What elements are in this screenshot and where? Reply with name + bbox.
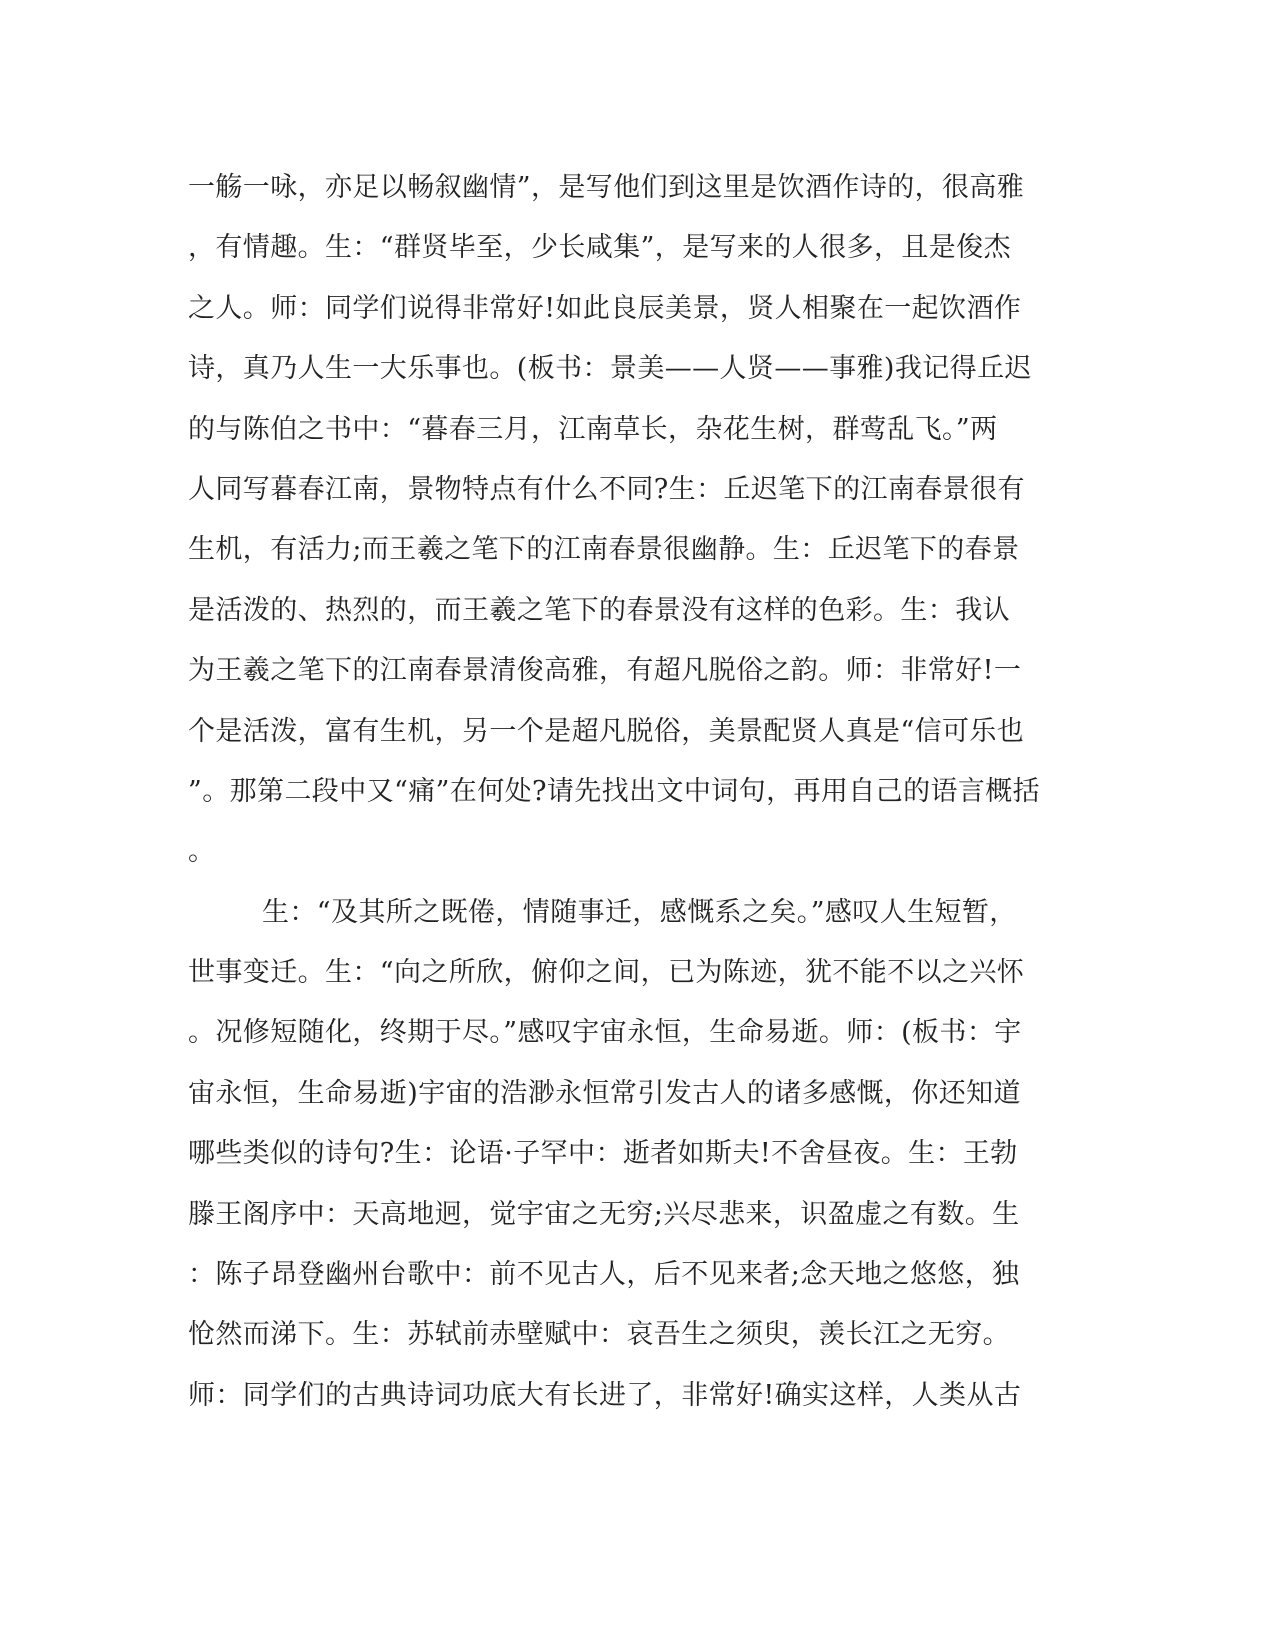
text-line: 诗，真乃人生一大乐事也。(板书：景美——人贤——事雅)我记得丘迟: [188, 353, 1032, 385]
text-line: 之人。师：同学们说得非常好!如此良辰美景，贤人相聚在一起饮酒作: [188, 292, 1022, 324]
text-line: 个是活泼，富有生机，另一个是超凡脱俗，美景配贤人真是“信可乐也: [188, 715, 1025, 747]
text-line: 。况修短随化，终期于尽。”感叹宇宙永恒，生命易逝。师：(板书：宇: [188, 1017, 1022, 1049]
text-line: 的与陈伯之书中：“暮春三月，江南草长，杂花生树，群莺乱飞。”两: [188, 413, 998, 445]
text-line: 哪些类似的诗句?生：论语·子罕中：逝者如斯夫!不舍昼夜。生：王勃: [188, 1138, 1018, 1170]
text-line: 滕王阁序中：天高地迥，觉宇宙之无穷;兴尽悲来，识盈虚之有数。生: [188, 1198, 1020, 1230]
text-line: 世事变迁。生：“向之所欣，俯仰之间，已为陈迹，犹不能不以之兴怀: [188, 957, 1025, 989]
text-line: 人同写暮春江南，景物特点有什么不同?生：丘迟笔下的江南春景很有: [188, 473, 1025, 505]
text-line: 生机，有活力;而王羲之笔下的江南春景很幽静。生：丘迟笔下的春景: [188, 534, 1020, 566]
text-line: 。: [188, 836, 216, 868]
text-line: 一觞一咏，亦足以畅叙幽情”，是写他们到这里是饮酒作诗的，很高雅: [188, 172, 1025, 203]
text-line: 怆然而涕下。生：苏轼前赤壁赋中：哀吾生之须臾，羡长江之无穷。: [188, 1319, 1010, 1351]
text-line: ”。那第二段中又“痛”在何处?请先找出文中词句，再用自己的语言概括: [188, 775, 1041, 807]
text-line: 是活泼的、热烈的，而王羲之笔下的春景没有这样的色彩。生：我认: [188, 594, 1010, 626]
text-line: 为王羲之笔下的江南春景清俊高雅，有超凡脱俗之韵。师：非常好!一: [188, 655, 1022, 687]
text-line: ，有情趣。生：“群贤毕至，少长咸集”，是写来的人很多，且是俊杰: [188, 232, 1012, 264]
paragraph-start-line: 生：“及其所之既倦，情随事迁，感慨系之矣。”感叹人生短暂，: [262, 896, 1017, 928]
text-line: 师：同学们的古典诗词功底大有长进了，非常好!确实这样，人类从古: [188, 1379, 1022, 1411]
body-text: [188, 158, 1088, 1426]
text-line: 宙永恒，生命易逝)宇宙的浩渺永恒常引发古人的诸多感慨，你还知道: [188, 1077, 1021, 1109]
text-line: ：陈子昂登幽州台歌中：前不见古人，后不见来者;念天地之悠悠，独: [188, 1259, 1020, 1291]
